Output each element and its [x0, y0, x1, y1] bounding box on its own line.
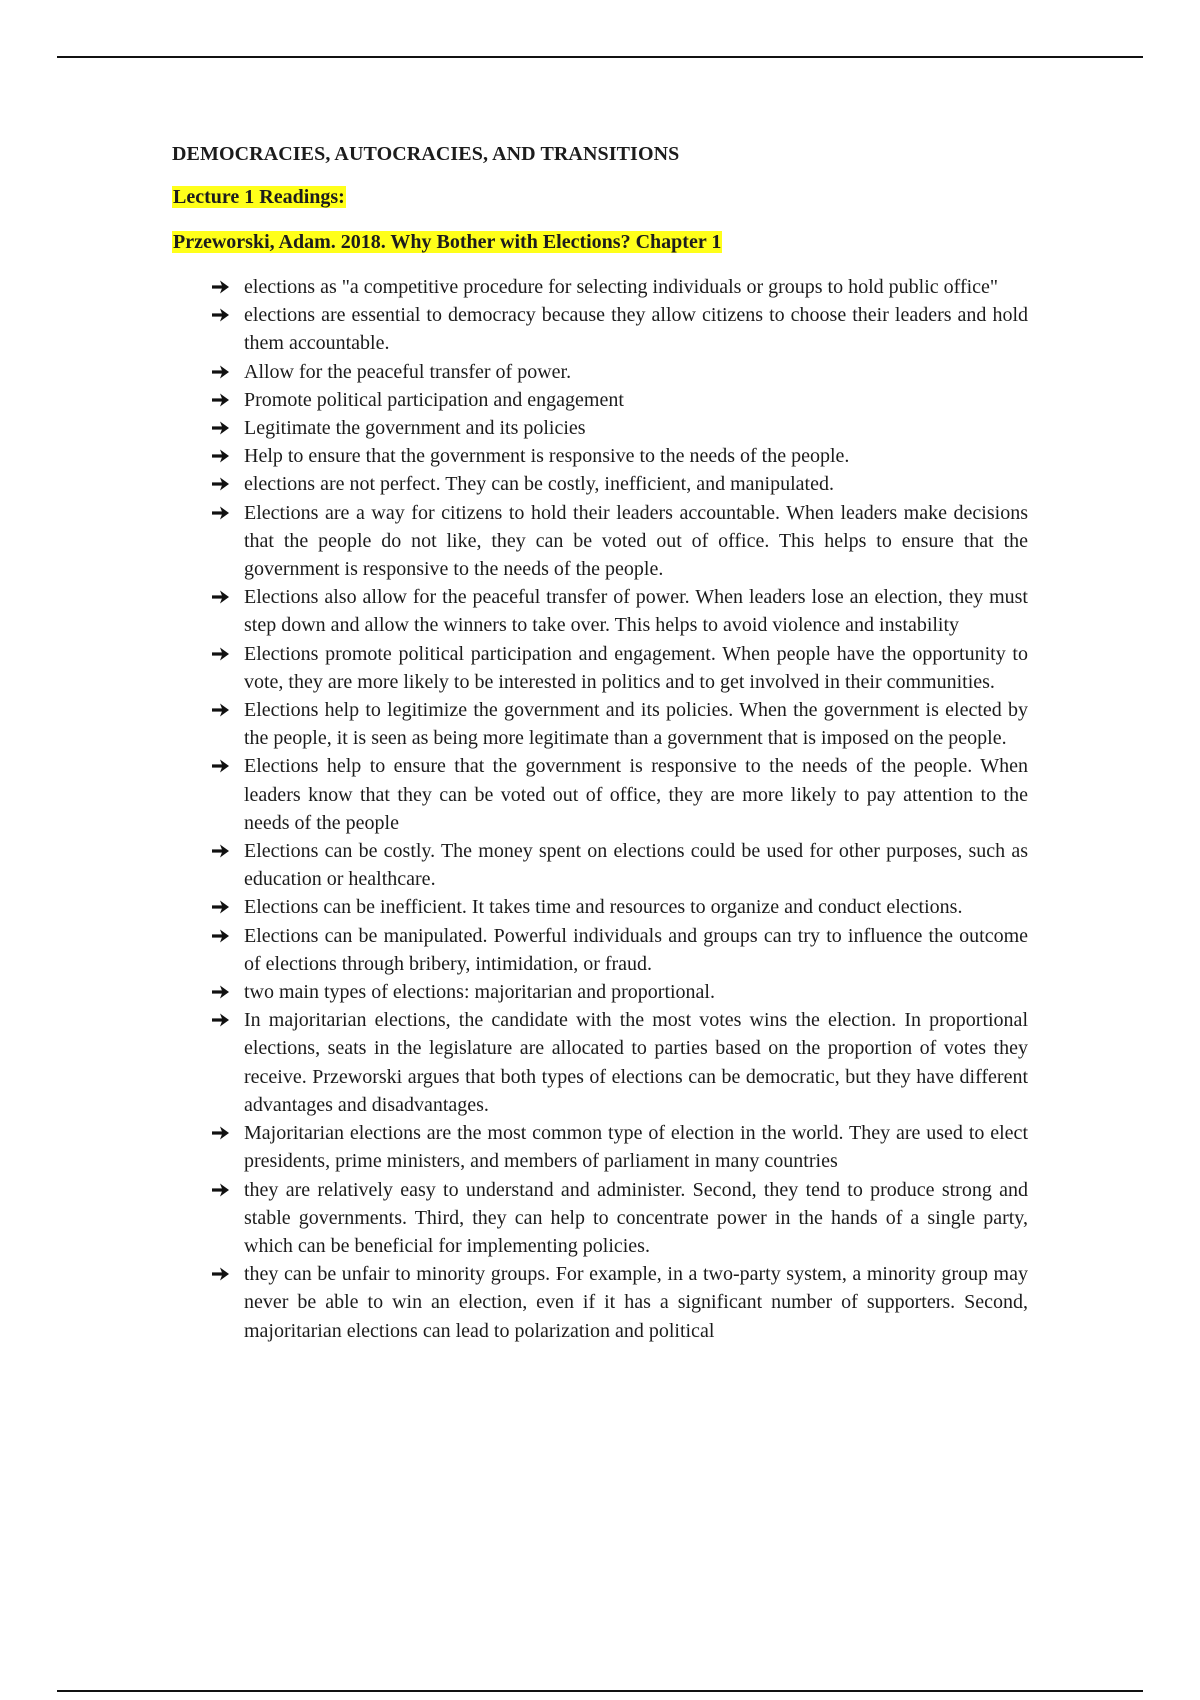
list-item-text: Elections help to ensure that the government is responsive to the needs of the people. When leaders know that they can be voted out of office, they are more likely to pay attention to the needs of the people	[244, 755, 1028, 834]
right-arrow-icon	[210, 978, 232, 1006]
list-item	[172, 752, 1028, 837]
right-arrow-icon	[210, 922, 232, 950]
list-item-text: Legitimate the government and its policies	[244, 417, 586, 440]
list-item	[172, 922, 1028, 978]
right-arrow-icon	[210, 583, 232, 611]
document-title: DEMOCRACIES, AUTOCRACIES, AND TRANSITIONS	[172, 143, 680, 165]
list-item-text: elections as "a competitive procedure for selecting individuals or groups to hold public office"	[244, 276, 999, 298]
list-item-text: Elections can be costly. The money spent on elections could be used for other purposes, such as education or healthcare.	[244, 840, 1028, 891]
list-item	[172, 583, 1028, 639]
list-item-text: Elections help to legitimize the government and its policies. When the government is elected by the people, it is seen as being more legitimate than a government that is imposed on the people.	[244, 699, 1028, 750]
right-arrow-icon	[210, 273, 232, 301]
list-item-text: Elections are a way for citizens to hold their leaders accountable. When leaders make decisions that the people do not like, they can be voted out of office. This helps to ensure that the government is responsive to the needs of the people.	[244, 501, 1028, 581]
list-item-text: Elections can be manipulated. Powerful individuals and groups can try to influence the outcome of elections through bribery, intimidation, or fraud.	[244, 924, 1028, 975]
document-body	[172, 140, 1028, 1345]
page-bottom-rule	[57, 1690, 1143, 1692]
list-item	[172, 470, 1028, 498]
right-arrow-icon	[210, 640, 232, 668]
list-item-text: Elections also allow for the peaceful transfer of power. When leaders lose an election, they must step down and allow the winners to take over. This helps to avoid violence and instability	[244, 586, 1028, 637]
right-arrow-icon	[210, 386, 232, 414]
reading-reference: Przeworski, Adam. 2018. Why Bother with Elections? Chapter 1	[173, 231, 722, 253]
right-arrow-icon	[210, 358, 232, 386]
notes-list	[172, 273, 1028, 1345]
list-item-text: they can be unfair to minority groups. For example, in a two-party system, a minority group may never be able to win an election, even if it has a significant number of supporters. Second, majoritarian elections can lead to polarization and political	[244, 1263, 1028, 1342]
right-arrow-icon	[210, 1260, 232, 1288]
list-item	[172, 837, 1028, 893]
list-item	[172, 1260, 1028, 1345]
right-arrow-icon	[210, 893, 232, 921]
right-arrow-icon	[210, 1119, 232, 1147]
right-arrow-icon	[210, 696, 232, 724]
list-item-text: Elections can be inefficient. It takes time and resources to organize and conduct elections.	[244, 896, 963, 919]
right-arrow-icon	[210, 752, 232, 780]
list-item	[172, 442, 1028, 470]
right-arrow-icon	[210, 837, 232, 865]
right-arrow-icon	[210, 1176, 232, 1204]
list-item	[172, 273, 1028, 301]
list-item	[172, 696, 1028, 752]
page-top-rule	[57, 56, 1143, 58]
list-item	[172, 640, 1028, 696]
list-item	[172, 414, 1028, 442]
right-arrow-icon	[210, 414, 232, 442]
list-item	[172, 893, 1028, 921]
list-item-text: Allow for the peaceful transfer of power.	[244, 360, 572, 383]
right-arrow-icon	[210, 1006, 232, 1034]
right-arrow-icon	[210, 470, 232, 498]
list-item	[172, 358, 1028, 386]
right-arrow-icon	[210, 442, 232, 470]
list-item	[172, 386, 1028, 414]
list-item	[172, 1176, 1028, 1261]
right-arrow-icon	[210, 499, 232, 527]
reading-reference-line	[172, 228, 1028, 258]
section-label-line	[172, 183, 1028, 213]
list-item-text: two main types of elections: majoritarian and proportional.	[244, 981, 715, 1004]
list-item-text: In majoritarian elections, the candidate with the most votes wins the election. In proportional elections, seats in the legislature are allocated to parties based on the proportion of votes they receive. Przeworski argues that both types of elections can be democratic, but they have different advantages and disadvantages.	[244, 1009, 1028, 1116]
list-item	[172, 1006, 1028, 1119]
list-item-text: elections are not perfect. They can be costly, inefficient, and manipulated.	[244, 473, 834, 496]
list-item-text: Promote political participation and engagement	[244, 388, 624, 411]
list-item-text: Elections promote political participation and engagement. When people have the opportunity to vote, they are more likely to be interested in politics and to get involved in their communities.	[244, 642, 1028, 693]
list-item	[172, 301, 1028, 357]
list-item-text: Majoritarian elections are the most common type of election in the world. They are used to elect presidents, prime ministers, and members of parliament in many countries	[244, 1122, 1028, 1173]
list-item-text: elections are essential to democracy because they allow citizens to choose their leaders and hold them accountable.	[244, 304, 1028, 355]
list-item	[172, 978, 1028, 1006]
list-item	[172, 499, 1028, 584]
right-arrow-icon	[210, 301, 232, 329]
list-item	[172, 1119, 1028, 1175]
list-item-text: Help to ensure that the government is responsive to the needs of the people.	[244, 445, 850, 468]
section-label: Lecture 1 Readings:	[173, 186, 345, 208]
list-item-text: they are relatively easy to understand and administer. Second, they tend to produce strong and stable governments. Third, they can help to concentrate power in the hands of a single party, which can be beneficial for implementing policies.	[244, 1178, 1028, 1257]
